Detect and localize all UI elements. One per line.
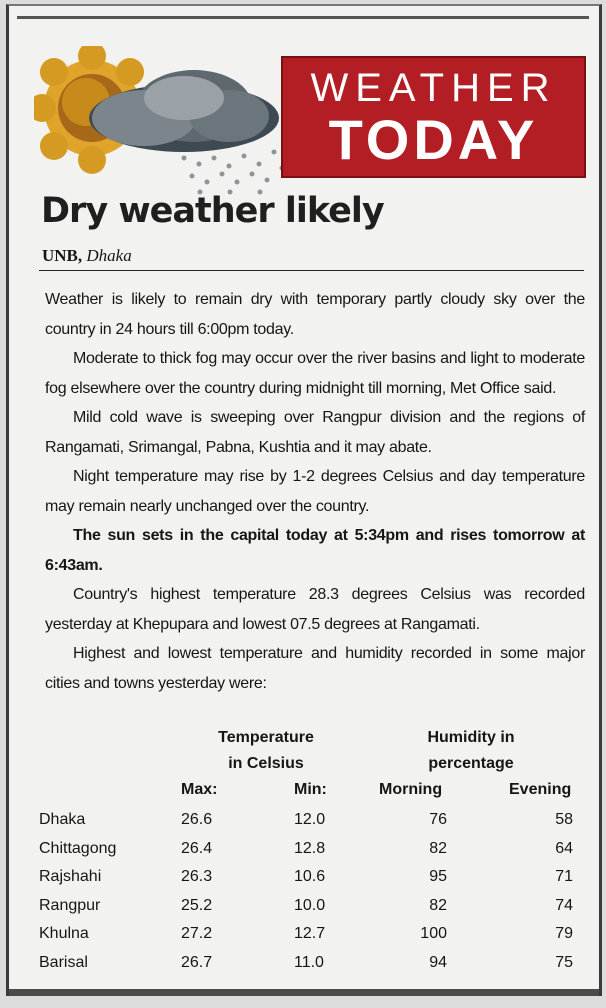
paragraph: Weather is likely to remain dry with temporary partly cloudy sky over the country in 24 hours till 6:00pm today.	[45, 291, 585, 338]
table-row	[9, 811, 599, 840]
min-cell: 10.0	[294, 896, 326, 914]
morning-cell: 76	[429, 811, 447, 828]
min-cell: 11.0	[294, 953, 324, 971]
min-cell: 12.7	[294, 925, 326, 942]
city-cell: Dhaka	[39, 811, 86, 828]
col-max-header: Max:	[181, 781, 218, 798]
max-cell: 26.4	[181, 839, 213, 857]
evening-cell: 74	[555, 896, 573, 914]
max-cell: 26.6	[181, 811, 213, 828]
banner-line-2: TODAY	[328, 108, 539, 171]
min-cell: 12.8	[294, 839, 326, 857]
max-cell: 26.7	[181, 953, 213, 971]
city-cell: Rajshahi	[39, 868, 102, 885]
max-cell: 27.2	[181, 925, 213, 942]
city-cell: Rangpur	[39, 896, 101, 914]
temperature-header	[181, 725, 351, 777]
paragraph: Country's highest temperature 28.3 degrees Celsius was recorded yesterday at Khepupara and lowest 07.5 degrees at Rangamati.	[45, 586, 585, 633]
morning-cell: 82	[429, 839, 447, 857]
table-row	[9, 897, 599, 926]
min-cell: 12.0	[294, 811, 326, 828]
evening-cell: 75	[555, 953, 573, 971]
humidity-header	[401, 725, 541, 777]
city-cell: Barisal	[39, 953, 88, 971]
rain-icon	[182, 150, 285, 195]
paragraph: Mild cold wave is sweeping over Rangpur division and the regions of Rangamati, Srimangal, Pabna, Kushtia and it may abate.	[45, 409, 585, 456]
morning-cell: 94	[429, 953, 447, 971]
evening-cell: 64	[555, 839, 573, 857]
article-body	[45, 285, 585, 698]
col-morning-header: Morning	[379, 781, 443, 798]
weather-today-banner	[281, 56, 586, 178]
weather-table	[9, 811, 599, 982]
byline	[42, 246, 132, 266]
paragraph-sun-times: The sun sets in the capital today at 5:34pm and rises tomorrow at 6:43am.	[45, 527, 585, 574]
col-min-header: Min:	[294, 781, 327, 798]
headline: Dry weather likely	[41, 191, 384, 231]
banner-line-1: WEATHER	[310, 66, 557, 110]
weather-column	[6, 4, 602, 996]
col-evening-header: Evening	[509, 781, 572, 798]
max-cell: 26.3	[181, 868, 213, 885]
temperature-header-line-1: Temperature	[218, 729, 314, 746]
temperature-header-line-2: in Celsius	[228, 755, 304, 772]
byline-agency: UNB,	[42, 246, 83, 265]
table-row	[9, 954, 599, 983]
humidity-header-line-2: percentage	[428, 755, 514, 772]
paragraph: Night temperature may rise by 1-2 degrees Celsius and day temperature may remain nearly unchanged over the country.	[45, 468, 585, 515]
evening-cell: 79	[555, 925, 573, 942]
min-cell: 10.6	[294, 868, 326, 885]
byline-rule	[39, 270, 584, 271]
bottom-rule	[9, 989, 599, 996]
top-rule	[17, 16, 589, 19]
morning-cell: 100	[420, 925, 447, 942]
morning-cell: 95	[429, 868, 447, 885]
evening-cell: 58	[555, 811, 573, 828]
city-cell: Chittagong	[39, 839, 117, 857]
table-row	[9, 868, 599, 897]
morning-cell: 82	[429, 896, 447, 914]
humidity-header-line-1: Humidity in	[427, 729, 515, 746]
table-row	[9, 925, 599, 954]
paragraph: Moderate to thick fog may occur over the river basins and light to moderate fog elsewhere over the country during midnight till morning, Met Office said.	[45, 350, 585, 397]
max-cell: 25.2	[181, 896, 213, 914]
table-row	[9, 840, 599, 869]
paragraph: Highest and lowest temperature and humidity recorded in some major cities and towns yesterday were:	[45, 645, 585, 692]
weather-illustration	[34, 46, 294, 196]
byline-city: Dhaka	[86, 246, 132, 265]
city-cell: Khulna	[39, 925, 89, 942]
evening-cell: 71	[555, 868, 573, 885]
